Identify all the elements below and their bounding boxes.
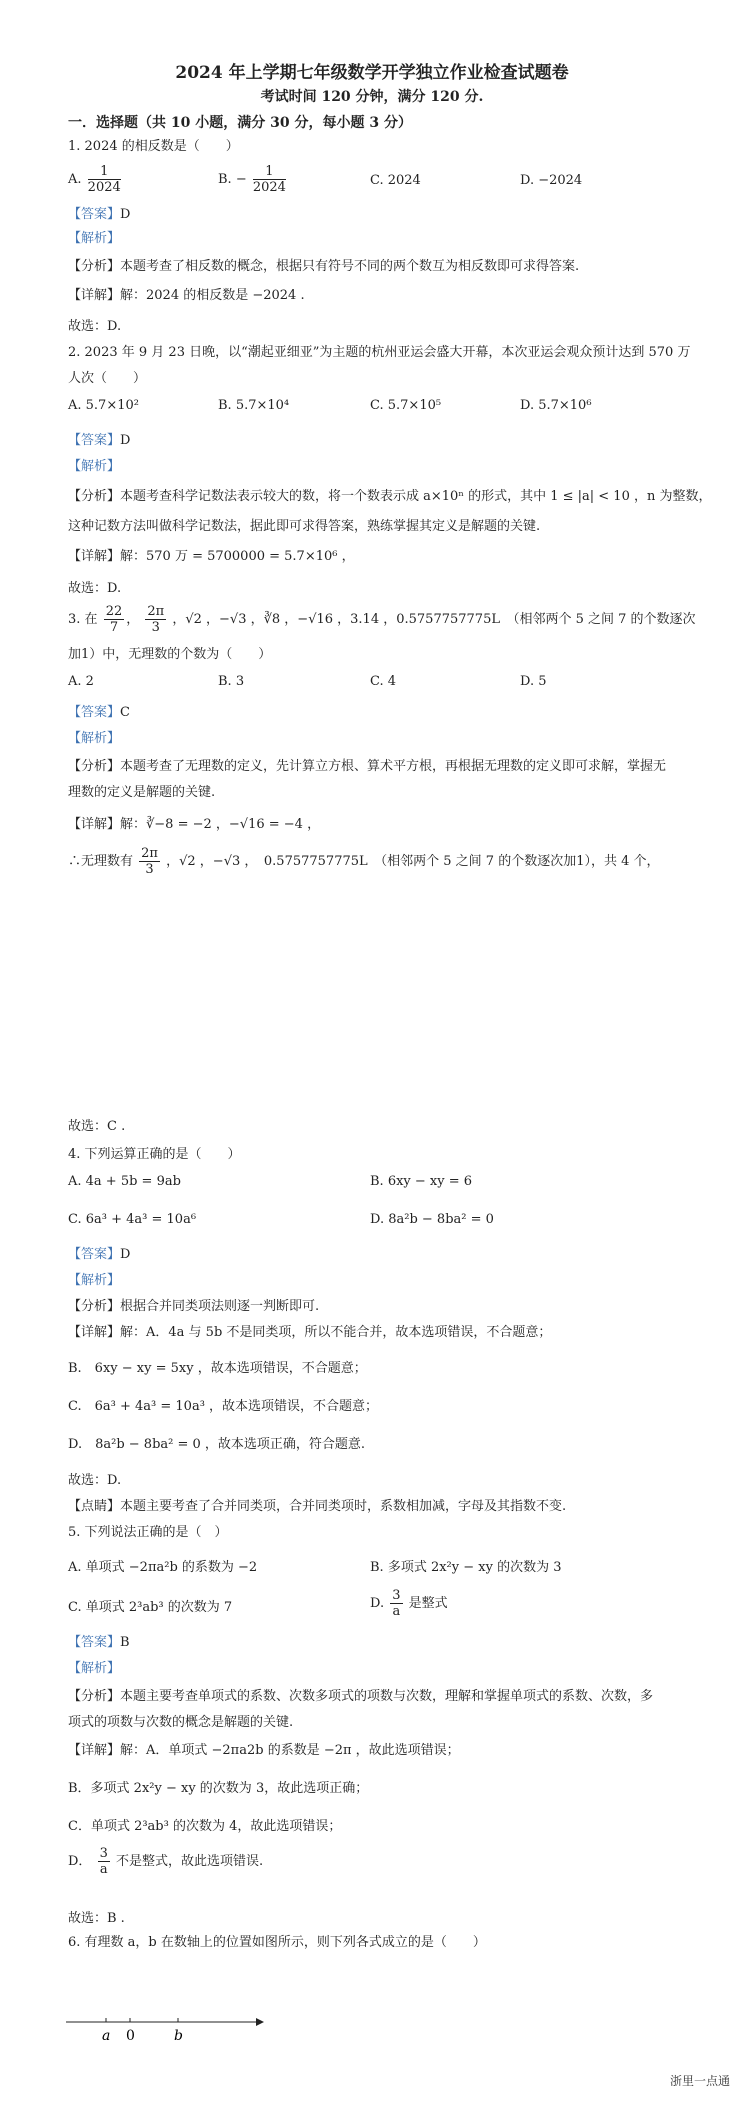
number-line-arrow (256, 2018, 264, 2026)
q3-option-b: B. 3 (218, 674, 245, 689)
q4-fenxi: 【分析】根据合并同类项法则逐一判断即可. (68, 1299, 320, 1314)
q5-option-d: D. $\frac{3}{a}$ 是整式 (370, 1588, 448, 1619)
footer-brand: 浙里一点通 (669, 2074, 730, 2088)
q2-fenxi-2: 这种记数方法叫做科学记数法，据此即可求得答案，熟练掌握其定义是解题的关键. (68, 519, 541, 534)
q4-xiangjie-4: D. 8a²b − 8ba² = 0 ，故本选项正确，符合题意. (68, 1437, 366, 1452)
q5-d-fraction: $\frac{3}{a}$ (392, 1588, 401, 1619)
q4-xiangjie-2: B. 6xy − xy = 5xy ，故本选项错误，不合题意； (68, 1361, 367, 1376)
q3-fraction-22-7: $\frac{22}{7}$ (105, 604, 123, 635)
q2-analysis-label: 【解析】 (68, 459, 121, 474)
q2-option-c: C. 5.7×10⁵ (370, 398, 442, 413)
q4-option-a: A. 4a + 5b = 9ab (68, 1174, 181, 1189)
q5-stem: 5. 下列说法正确的是（ ） (68, 1525, 228, 1540)
q5-xiangjie-1: 【详解】解：A．单项式 −2πa2b 的系数是 −2π ，故此选项错误； (68, 1743, 460, 1758)
q3-option-d: D. 5 (520, 674, 547, 689)
q5-xiangjie-4: D． $\frac{3}{a}$ 不是整式，故此选项错误. (68, 1846, 264, 1877)
page-title: 2024 年上学期七年级数学开学独立作业检查试题卷 (175, 63, 569, 83)
q4-stem: 4. 下列运算正确的是（ ） (68, 1147, 241, 1162)
q1-option-c: C. 2024 (370, 173, 421, 188)
q5-xiangjie-2: B．多项式 2x²y − xy 的次数为 3，故此选项正确； (68, 1781, 369, 1796)
label-a: a (102, 2028, 111, 2044)
q5-option-a: A. 单项式 −2πa²b 的系数为 −2 (68, 1560, 258, 1575)
q5-analysis-label: 【解析】 (68, 1661, 121, 1676)
q5-fenxi-2: 项式的项数与次数的概念是解题的关键. (68, 1715, 294, 1730)
label-0: 0 (126, 2028, 135, 2044)
q2-option-a: A. 5.7×10² (68, 398, 139, 413)
q2-stem-2: 人次（ ） (68, 371, 147, 386)
q3-option-a: A. 2 (68, 674, 94, 689)
q3-stem-2: 加1）中，无理数的个数为（ ） (68, 647, 272, 662)
q1-option-d: D. −2024 (520, 173, 583, 188)
q1-xiangjie: 【详解】解：2024 的相反数是 −2024 . (68, 288, 305, 303)
q5-option-b: B. 多项式 2x²y − xy 的次数为 3 (370, 1560, 562, 1575)
q2-option-d: D. 5.7×10⁶ (520, 398, 592, 413)
section-heading: 一．选择题（共 10 小题，满分 30 分，每小题 3 分） (68, 115, 412, 131)
q3-answer: 【答案】C (68, 705, 130, 720)
q1-option-b (218, 164, 288, 195)
q2-answer: 【答案】D (68, 433, 131, 448)
q1-answer: 【答案】D (68, 207, 131, 222)
q1-a-fraction: $\frac{1}{2024}$ (87, 164, 121, 195)
q5-answer: 【答案】B (68, 1635, 130, 1650)
number-line-svg (66, 2010, 266, 2050)
q3-option-c: C. 4 (370, 674, 397, 689)
q3-fenxi-1: 【分析】本题考查了无理数的定义，先计算立方根、算术平方根，再根据无理数的定义即可求解，掌握无 (68, 759, 667, 774)
q1-b-label: B. − (218, 172, 247, 187)
q5-option-c: C. 单项式 2³ab³ 的次数为 7 (68, 1600, 233, 1615)
q3-fenxi-2: 理数的定义是解题的关键. (68, 785, 216, 800)
q4-option-c: C. 6a³ + 4a³ = 10a⁶ (68, 1212, 197, 1227)
q4-option-d: D. 8a²b − 8ba² = 0 (370, 1212, 494, 1227)
q1-choose: 故选：D. (68, 319, 122, 334)
q3-analysis-label: 【解析】 (68, 731, 121, 746)
q4-answer: 【答案】D (68, 1247, 131, 1262)
q4-choose: 故选：D. (68, 1473, 122, 1488)
q1-stem: 1. 2024 的相反数是（ ） (68, 139, 239, 154)
q3-choose: 故选：C . (68, 1119, 126, 1134)
q1-option-a (68, 164, 123, 195)
page-subtitle: 考试时间 120 分钟，满分 120 分. (260, 89, 484, 105)
q4-xiangjie-1: 【详解】解：A．4a 与 5b 不是同类项，所以不能合并，故本选项错误，不合题意； (68, 1325, 552, 1340)
number-line (66, 2010, 266, 2054)
q2-stem-1: 2. 2023 年 9 月 23 日晚，以“潮起亚细亚”为主题的杭州亚运会盛大开幕，本次亚运会观众预计达到 570 万 (68, 345, 691, 360)
q5-fenxi-1: 【分析】本题主要考查单项式的系数、次数多项式的项数与次数，理解和掌握单项式的系数、次数，多 (68, 1689, 654, 1704)
q3-fraction-2pi-3: $\frac{2\pi}{3}$ (147, 604, 165, 635)
q2-xiangjie: 【详解】解：570 万 = 5700000 = 5.7×10⁶ ， (68, 549, 355, 564)
q5-x4-fraction: $\frac{3}{a}$ (99, 1846, 108, 1877)
q1-b-fraction: $\frac{1}{2024}$ (252, 164, 286, 195)
q3-conclusion-fraction: $\frac{2\pi}{3}$ (141, 846, 158, 877)
q2-fenxi-1: 【分析】本题考查科学记数法表示较大的数，将一个数表示成 a×10ⁿ 的形式，其中 1 ≤ |a| < 10 ，n 为整数， (68, 489, 712, 504)
q5-xiangjie-3: C．单项式 2³ab³ 的次数为 4，故此选项错误； (68, 1819, 342, 1834)
q2-choose: 故选：D. (68, 581, 122, 596)
q2-option-b: B. 5.7×10⁴ (218, 398, 290, 413)
q1-analysis-label: 【解析】 (68, 231, 121, 246)
q4-xiangjie-3: C. 6a³ + 4a³ = 10a³ ，故本选项错误，不合题意； (68, 1399, 379, 1414)
q5-choose: 故选：B . (68, 1911, 125, 1926)
q4-dianjing: 【点睛】本题主要考查了合并同类项，合并同类项时，系数相加减，字母及其指数不变. (68, 1499, 567, 1514)
q1-a-label: A. (68, 172, 82, 187)
q4-analysis-label: 【解析】 (68, 1273, 121, 1288)
q1-fenxi: 【分析】本题考查了相反数的概念，根据只有符号不同的两个数互为相反数即可求得答案. (68, 259, 580, 274)
label-b: b (174, 2028, 183, 2044)
q3-stem: 3. 在 $\frac{22}{7}$ ， $\frac{2\pi}{3}$ ，√2 ，−√3 ，∛8 ，−√16 ，3.14 ，0.5757757775L （相邻两个 5 之间 7 的个数逐次 (68, 604, 696, 635)
q3-conclusion: ∴无理数有 $\frac{2\pi}{3}$ ，√2 ，−√3 ， 0.5757757775L （相邻两个 5 之间 7 的个数逐次加1），共 4 个， (68, 846, 660, 877)
q3-xiangjie: 【详解】解：∛−8 = −2 ，−√16 = −4 ， (68, 817, 321, 832)
q4-option-b: B. 6xy − xy = 6 (370, 1174, 473, 1189)
q6-stem: 6. 有理数 a，b 在数轴上的位置如图所示，则下列各式成立的是（ ） (68, 1935, 486, 1950)
